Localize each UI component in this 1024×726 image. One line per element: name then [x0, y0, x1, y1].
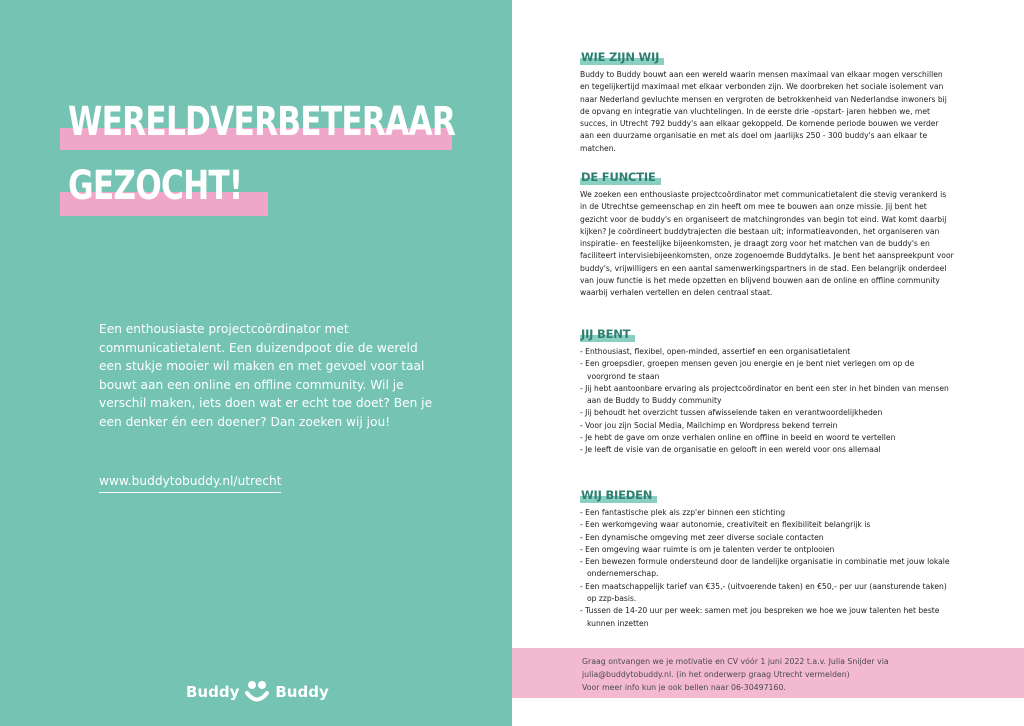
section-title-wie-zijn-wij: WIE ZIJN WIJ — [580, 49, 664, 65]
list-item: - Jij behoudt het overzicht tussen afwisselende taken en verantwoordelijkheden — [580, 407, 954, 419]
list-item: - Jij hebt aantoonbare ervaring als projectcoördinator en bent een ster in het binden van mensen aan de Buddy to Buddy community — [580, 383, 954, 408]
footer-line-1: Graag ontvangen we je motivatie en CV vóór 1 juni 2022 t.a.v. Julia Snijder via — [582, 657, 889, 666]
logo-text-left: Buddy — [186, 683, 240, 701]
section-body-wie-zijn-wij: Buddy to Buddy bouwt aan een wereld waarin mensen maximaal van elkaar mogen verschillen en tegelijkertijd maximaal met elkaar verbonden zijn. We doorbreken het sociale isolement van naar Nederland gevluchte mensen en vergroten de betrokkenheid van Nederlandse inwoners bij de opvang en integratie van vluchtelingen. In de eerste drie -opstart- jaren hebben we, met succes, in Utrecht 792 buddy's aan elkaar gekoppeld. De komende periode bouwen we verder aan een duurzame organisatie en met als doel om jaarlijks 250 - 300 buddy's aan elkaar te matchen. — [580, 70, 947, 153]
list-item: - Een fantastische plek als zzp'er binnen een stichting — [580, 507, 954, 519]
list-item: - Tussen de 14-20 uur per week: samen met jou bespreken we hoe we jouw talenten het beste kunnen inzetten — [580, 605, 954, 630]
section-body-de-functie: We zoeken een enthousiaste projectcoördinator met communicatietalent die stevig verankerd is in de Utrechtse gemeenschap en zin heeft om mee te bouwen aan onze missie. Jij bent het gezicht voor de buddy's en organiseert de matchingrondes van begin tot eind. Wat komt daarbij kijken? Je coördineert buddytrajecten die bestaan uit; informatieavonden, het organiseren van inspiratie- en feestelijke bijeenkomsten, je draagt zorg voor het matchen van de buddy's en faciliteert intervisiebijeenkomsten, onze zogenoemde Buddytalks. Je bent het aanspreekpunt voor buddy's, vrijwilligers en een aantal samenwerkingspartners in de stad. Een belangrijk onderdeel van jouw functie is het mede opzetten en blijvend bouwen aan de online en offline community waarbij verhalen vertellen en delen centraal staat. — [580, 190, 954, 298]
intro-text: Een enthousiaste projectcoördinator met communicatietalent. Een duizendpoot die de wereld een stukje mooier wil maken en met gevoel voor taal bouwt aan een online en offline community. Wil je verschil maken, iets doen wat er echt toe doet? Ben je een denker én een doener? Dan zoeken wij jou! — [99, 322, 433, 429]
headline-line-2: GEZOCHT! — [68, 163, 243, 209]
logo-text-right: Buddy — [275, 683, 329, 701]
footer-line-2: julia@buddytobuddy.nl. (in het onderwerp graag Utrecht vermelden) — [582, 669, 850, 679]
section-title-jij-bent: JIJ BENT — [580, 326, 635, 342]
list-item: - Enthousiast, flexibel, open-minded, assertief en een organisatietalent — [580, 346, 954, 358]
section-list-jij-bent — [580, 346, 954, 457]
buddy-logo-icon — [243, 678, 271, 706]
footer-line-3: Voor meer info kun je ook bellen naar 06-30497160. — [582, 682, 786, 692]
section-title-wij-bieden: WIJ BIEDEN — [580, 487, 657, 503]
footer-text — [582, 656, 962, 694]
list-item: - Een omgeving waar ruimte is om je talenten verder te ontplooien — [580, 544, 954, 556]
contact-footer — [512, 648, 1024, 698]
list-item: - Voor jou zijn Social Media, Mailchimp en Wordpress bekend terrein — [580, 420, 954, 432]
jij-bent-list — [580, 346, 954, 457]
list-item: - Een bewezen formule ondersteund door de landelijke organisatie in combinatie met jouw lokale ondernemerschap. — [580, 556, 954, 581]
list-item: - Een werkomgeving waar autonomie, creativiteit en flexibiliteit belangrijk is — [580, 519, 954, 531]
wij-bieden-list — [580, 507, 954, 630]
buddy-logo — [186, 678, 329, 706]
list-item: - Een groepsdier, groepen mensen geven jou energie en je bent niet verlegen om op de voorgrond te staan — [580, 358, 954, 383]
section-list-wij-bieden — [580, 507, 954, 630]
headline-line-1: WERELDVERBETERAAR — [68, 99, 456, 145]
section-title-de-functie: DE FUNCTIE — [580, 169, 661, 185]
list-item: - Je leeft de visie van de organisatie en gelooft in een wereld voor ons allemaal — [580, 444, 954, 456]
website-link[interactable]: www.buddytobuddy.nl/utrecht — [99, 473, 281, 493]
list-item: - Je hebt de gave om onze verhalen online en offline in beeld en woord te vertellen — [580, 432, 954, 444]
list-item: - Een dynamische omgeving met zeer diverse sociale contacten — [580, 532, 954, 544]
list-item: - Een maatschappelijk tarief van €35,- (uitvoerende taken) en €50,- per uur (aansturende taken) op zzp-basis. — [580, 581, 954, 606]
